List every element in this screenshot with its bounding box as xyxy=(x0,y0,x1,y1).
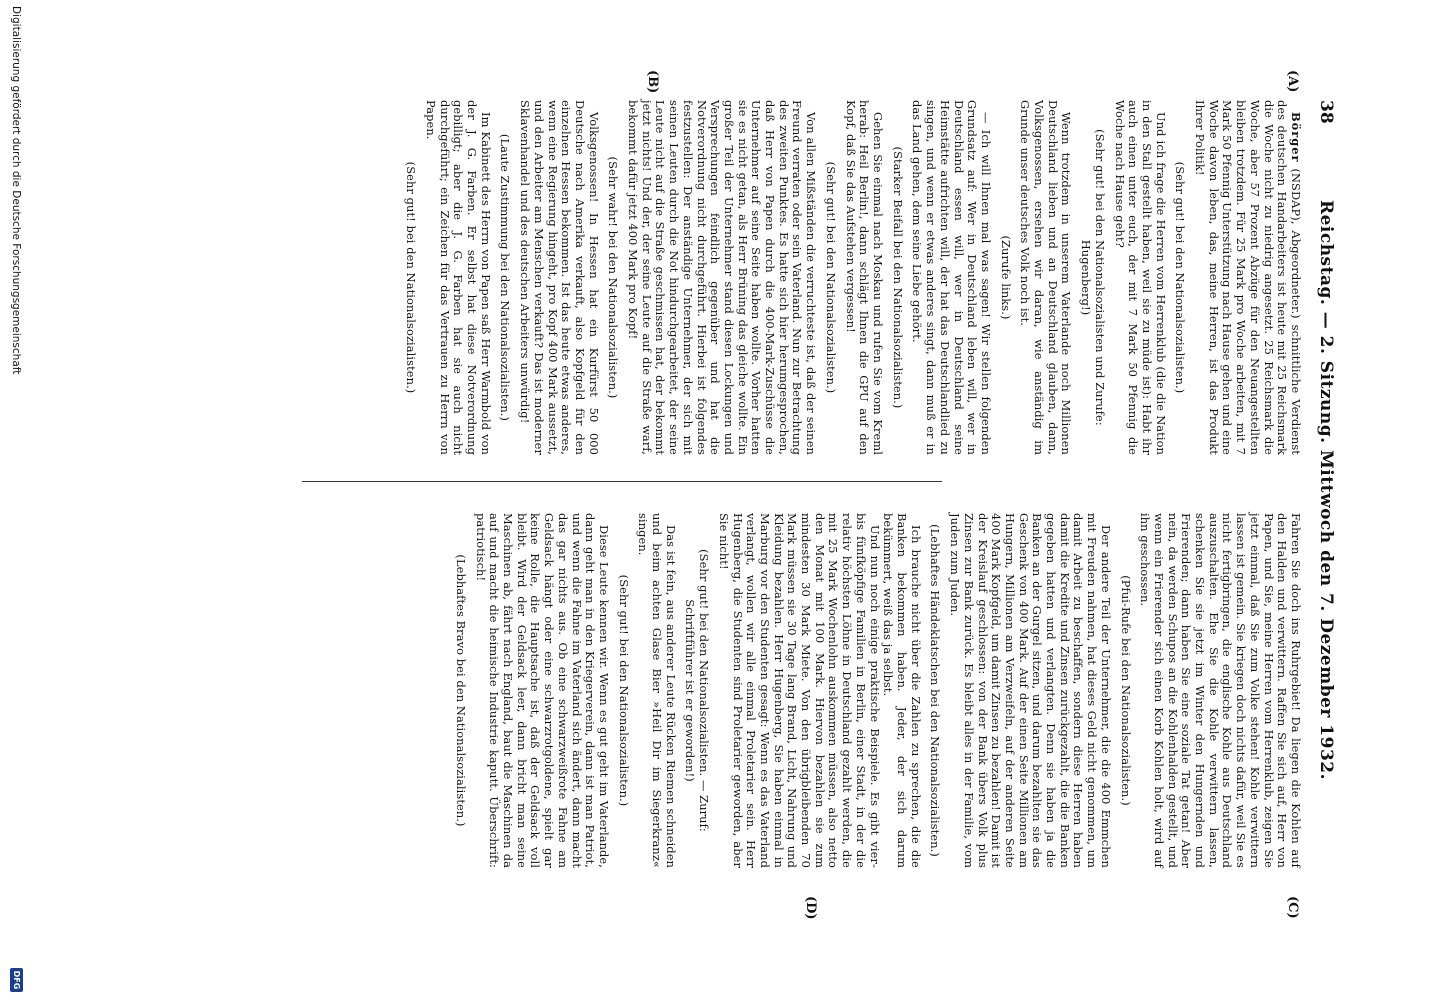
paragraph-text: (Sehr gut! bei den Nationalsozialisten und Zurufe: Hugenberg!) xyxy=(1079,129,1107,426)
interjection xyxy=(616,513,630,868)
paragraph-text: Und ich frage die Herren vom Herrenklub (die die Nation in den Stall gestellt haben, weil sie zu müde ist): Habt ihr auch einen unter euch, der mit 7 Mark 50 Pfennig die Woche nach Hause geht? xyxy=(1112,100,1168,455)
dfg-logo: DFG xyxy=(10,968,23,992)
speech-paragraph xyxy=(473,513,610,868)
interjection xyxy=(1118,513,1132,868)
interjection xyxy=(823,100,837,455)
page-header xyxy=(1306,100,1336,880)
speech-paragraph xyxy=(1018,100,1073,455)
paragraph-text: Fahren Sie doch ins Ruhrgebiet! Da liegen die Kohlen auf den Halden und verwittern. Raffen Sie sich auf, Herr von Papen, und Sie, meine Herren vom Herrenklub, zeigen Sie jetzt einmal, daß Sie zum Volke stehen! Kohle verwittern lassen ist gemein. Sie kriegen doch nichts dafür, weil Sie es nicht fertigbringen, die englische Kohle aus Deutschland auszuschalten. Ehe Sie die Kohle verwittern lassen, schenken Sie sie jetzt im Winter den Hungernden und Frierenden; dann haben Sie eine soziale Tat getan! Aber nein, da werden Schupos an die Kohlenhalden gestellt, und wenn ein Frierender sich einen Korb Kohlen holt, wird auf ihn geschossen. xyxy=(1138,513,1303,868)
interjection xyxy=(1173,100,1187,455)
interjection xyxy=(928,513,942,868)
interjection xyxy=(998,100,1012,455)
speech-paragraph xyxy=(423,100,492,455)
margin-mark-d: (D) xyxy=(803,896,818,920)
speech-paragraph xyxy=(910,100,992,455)
interjection xyxy=(683,513,710,868)
interjection xyxy=(1078,100,1105,455)
paragraph-text: (Sehr gut! bei den Nationalsozialisten.) xyxy=(1173,161,1188,394)
paragraph-text: Ich brauche nicht über die Zahlen zu sprechen, die die Banken bekommen haben. Jeder, der sich darum bekümmert, weiß das ja selbst. xyxy=(881,513,923,868)
paragraph-text: Das ist fein, aus anderer Leute Rücken Riemen schneiden und beim achten Glase Bier »Heil Dir im Siegerkranz« singen. xyxy=(636,513,678,868)
interjection xyxy=(404,100,418,455)
paragraph-text: (Zurufe links.) xyxy=(998,235,1013,320)
speech-paragraph xyxy=(1112,100,1167,455)
left-column xyxy=(398,100,1302,455)
paragraph-text: (Lebhaftes Händeklatschen bei den Nationalsozialisten.) xyxy=(928,524,943,857)
speech-paragraph xyxy=(843,100,884,455)
paragraph-text: (Sehr gut! bei den Nationalsozialisten.) xyxy=(404,161,419,394)
speech-paragraph xyxy=(1138,513,1302,868)
paragraph-text: (Starker Beifall bei den Nationalsozialisten.) xyxy=(890,146,905,409)
margin-mark-c: (C) xyxy=(1285,896,1300,919)
paragraph-text: (Sehr gut! bei den Nationalsozialisten. — Zuruf: Schriftführer ist er geworden!) xyxy=(683,549,712,832)
page-number: 38 xyxy=(1316,100,1336,124)
paragraph-text: Volksgenossen! In Hessen hat ein Kurfürst 50 000 Deutsche nach Amerika verkauft, also Kopfgeld für den einzelnen Hessen bekommen. Ist das heute etwas anderes, wenn eine Regierung hingeht, pro Kopf 400 Mark aussetzt, und den Arbeiter am Menschen verkauft? Das ist moderner Sklavenhandel und des deutschen Arbeiters unwürdig! xyxy=(518,100,601,455)
paragraph-text: (Sehr gut! bei den Nationalsozialisten.) xyxy=(823,161,838,394)
margin-mark-a: (A) xyxy=(1285,70,1300,93)
margin-mark-b: (B) xyxy=(645,70,660,94)
paragraph-text: Wenn trotzdem in unserem Vaterlande noch Millionen Deutschland lieben und an Deutschland glauben, dann, Volksgenossen, ersehen wir daran, wie anständig im Grunde unser deutsches Volk noch ist. xyxy=(1018,100,1074,455)
paragraph-text: Gehen Sie einmal nach Moskau und rufen Sie vom Kreml herab: Heil Berlin!, dann schlägt Ihnen die GPU auf den Kopf, daß Sie das Aufstehen vergessen! xyxy=(843,100,886,455)
paragraph-text: (Pfui-Rufe bei den Nationalsozialisten.) xyxy=(1118,575,1133,806)
speech-paragraph xyxy=(881,513,922,868)
paragraph-text: (Laute Zustimmung bei den Nationalsozialisten.) xyxy=(498,133,513,422)
interjection xyxy=(453,513,467,868)
paragraph-text: (Sehr wahr! bei den Nationalsozialisten.) xyxy=(606,156,621,399)
running-title: Reichstag. — 2. Sitzung. Mittwoch den 7. Dezember 1932. xyxy=(1316,199,1336,781)
digitization-credit: Digitalisierung gefördert durch die Deutsche Forschungsgemeinschaft xyxy=(10,6,22,375)
speech-paragraph xyxy=(947,513,1111,868)
paragraph-text: Von allen Mißständen die verruchteste ist, daß der seinen Freund verraten oder sein Vaterland. Nun zur Betrachtung des zweiten Punktes. Es hatte sich hier herumgesprochen, daß Herr von Papen durch die 400-Mark-Zuschüsse die Unternehmer auf seine Seite haben wollte. Vorher hatten sie es nicht getan, als Herr Brüning das gleiche wollte. Ein großer Teil der Unternehmer stand diesen Lockungen und Versprechungen feindlich gegenüber und hat die Notverordnung nicht durchgeführt. Hierbei ist folgendes festzustellen: Der anständige Unternehmer, der sich mit seinen Leuten durch die Not hindurchgearbeitet, der seine Leute nicht auf die Straße geschmissen hat, der bekommt jetzt nichts! Und der, der seine Leute auf die Straße warf, bekommt dafür jetzt 400 Mark pro Kopf! xyxy=(626,100,819,455)
interjection xyxy=(890,100,904,455)
speech-paragraph xyxy=(1192,100,1302,455)
speech-paragraph xyxy=(625,100,817,455)
speech-paragraph xyxy=(716,513,880,868)
paragraph-text: Diese Leute kennen wir. Wenn es gut geht im Vaterlande, dann geht man in den Kriegerverein, dann ist man Patriot, und wenn die Fahne im Vaterland sich ändert, dann macht das gar nichts aus. Ob eine schwarzweißrote Fahne am Geldsack hängt oder eine schwarzrotgoldene, spielt gar keine Rolle, die Hauptsache ist, daß der Geldsack voll bleibt. Wird der Geldsack leer, dann bricht man seine Maschinen ab, fährt nach England, baut die Maschinen da auf und macht die heimische Industrie kaputt. Überschrift: patriotisch! xyxy=(473,513,611,868)
column-divider xyxy=(302,481,942,482)
interjection xyxy=(498,100,512,455)
interjection xyxy=(606,100,620,455)
paragraph-text: Im Kabinett des Herrn von Papen saß Herr Warmbold von der J. G. Farben. Er selbst hat diese Notverordnung gebilligt; aber die J. G. Farben hat sie auch nicht durchgeführt; ein Zeichen für das Vertrauen zu Herrn von Papen. xyxy=(423,100,493,455)
paragraph-text: Der andere Teil der Unternehmer, die die 400 Emmchen mit Freuden nahmen, hat dieses Geld nicht genommen, um damit Arbeit zu beschaffen, sondern diese Herren haben damit die Kredite und Zinsen zurückgezahlt, die die Banken gegeben hatten und verlangten. Denn sie haben ja die Banken an der Gurgel sitzen, und darum bezahlten sie das Geschenk von 400 Mark. Auf der einen Seite Millionen am Hungern, Millionen am Verzweifeln, auf der anderen Seite 400 Mark Kopfgeld, um damit Zinsen zu bezahlen! Damit ist der Kreislauf geschlossen: von der Bank übers Volk plus Zinsen zur Bank zurück. Es bleibt alles in der Familie, vom Juden zum Juden. xyxy=(948,513,1113,868)
speech-paragraph xyxy=(517,100,599,455)
speaker-name: Börger xyxy=(1289,112,1303,163)
paragraph-text: Und nun noch einige praktische Beispiele. Es gibt vier- bis fünfköpfige Familien in Berlin, einer Stadt, in der die relativ höchsten Löhne in Deutschland gezahlt werden, die mit 25 Mark Wochenlohn auskommen müssen, also netto den Monat mit 100 Mark. Hiervon bezahlen sie zum mindesten 30 Mark Miete. Von den übrigbleibenden 70 Mark müssen sie 30 Tage lang Brand, Licht, Nahrung und Kleidung bezahlen. Herr Hugenberg, Sie haben einmal in Marburg vor den Studenten gesagt: Wenn es das Vaterland verlangt, wollen wir alle einmal Proletarier sein. Herr Hugenberg, die Studenten sind Proletarier geworden, aber Sie nicht! xyxy=(716,513,882,868)
right-column xyxy=(447,513,1302,868)
speech-paragraph xyxy=(636,513,677,868)
paragraph-text: (Sehr gut! bei den Nationalsozialisten.) xyxy=(616,574,631,807)
paragraph-text: (NSDAP), Abgeordneter.) schnittliche Verdienst des deutschen Handarbeiters ist heute mit 25 Reichsmark die Woche nicht zu niedrig angesetzt. 25 Reichsmark die Woche, aber 57 Prozent Abzüge für den Neuangestellten bleiben trotzdem. Für 25 Mark pro Woche arbeiten, mit 7 Mark 50 Pfennig Unterstützung nach Hause gehen und eine Woche davon leben, das, meine Herren, ist das Produkt Ihrer Politik! xyxy=(1193,100,1303,455)
paragraph-text: (Lebhaftes Bravo bei den Nationalsozialisten.) xyxy=(453,554,468,827)
paragraph-text: — Ich will Ihnen mal was sagen! Wir stellen folgenden Grundsatz auf: Wer in Deutschland leben will, wer in Deutschland essen will, wer in Deutschland seine Heimstätte aufrichten will, der hat das Deutschlandlied zu singen, und wenn er etwas anderes singt, dann muß er in das Land gehen, dem seine Liebe gehört. xyxy=(910,100,993,455)
page-footer xyxy=(2,0,26,1000)
